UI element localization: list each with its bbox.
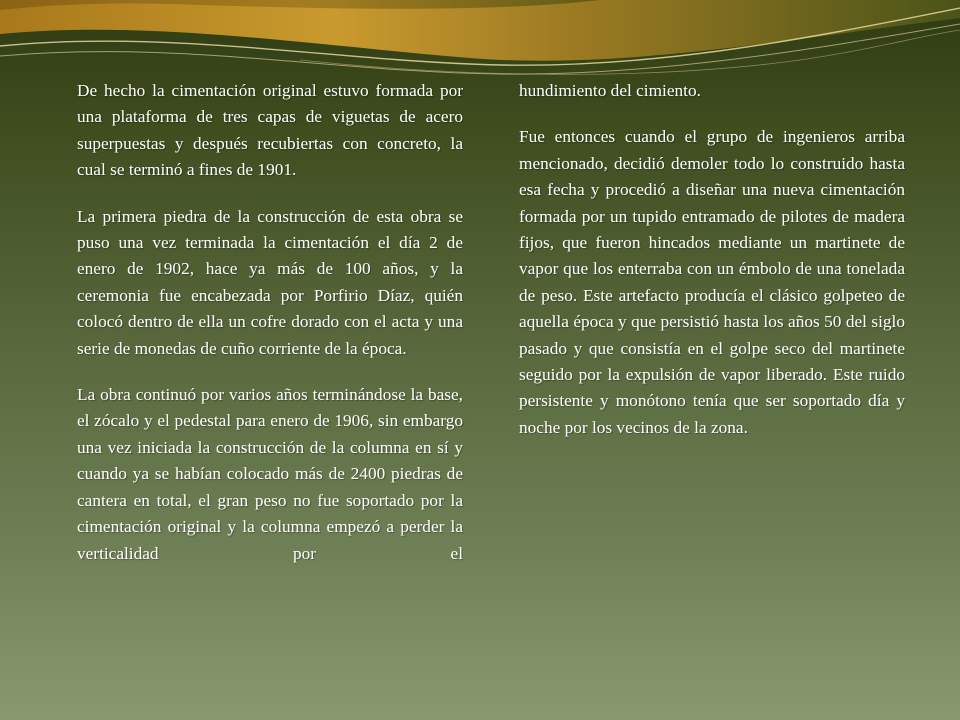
- paragraph-cimentacion-original: De hecho la cimentación original estuvo formada por una plataforma de tres capas de viguetas de acero superpuestas y después recubiertas con concreto, la cual se terminó a fines de 1901.: [77, 81, 463, 180]
- paragraph-nueva-cimentacion: Fue entonces cuando el grupo de ingenieros arriba mencionado, decidió demoler todo lo construido hasta esa fecha y procedió a diseñar una nueva cimentación formada por un tupido entramado de pilotes de madera fijos, que fueron hincados mediante un martinete de vapor que los enterraba con un émbolo de una tonelada de peso. Este artefacto producía el clásico golpeteo de aquella época y que persistió hasta los años 50 del siglo pasado y que consistía en el golpe seco del martinete seguido por la expulsión de vapor liberado. Este ruido persistente y monótono tenía que ser soportado día y noche por los vecinos de la zona.: [519, 127, 905, 437]
- right-text-column: [519, 78, 905, 461]
- left-text-column: [77, 78, 463, 587]
- paragraph-obra-continuo: La obra continuó por varios años terminándose la base, el zócalo y el pedestal para enero de 1906, sin embargo una vez iniciada la construcción de la columna en sí y cuando ya se habían colocado más de 2400 piedras de cantera en total, el gran peso no fue soportado por la cimentación original y la columna empezó a perder la verticalidad por el: [77, 385, 463, 563]
- paragraph-hundimiento: hundimiento del cimiento.: [519, 81, 701, 100]
- paragraph-primera-piedra: La primera piedra de la construcción de esta obra se puso una vez terminada la cimentación el día 2 de enero de 1902, hace ya más de 100 años, y la ceremonia fue encabezada por Porfirio Díaz, quién colocó dentro de ella un cofre dorado con el acta y una serie de monedas de cuño corriente de la época.: [77, 206, 463, 358]
